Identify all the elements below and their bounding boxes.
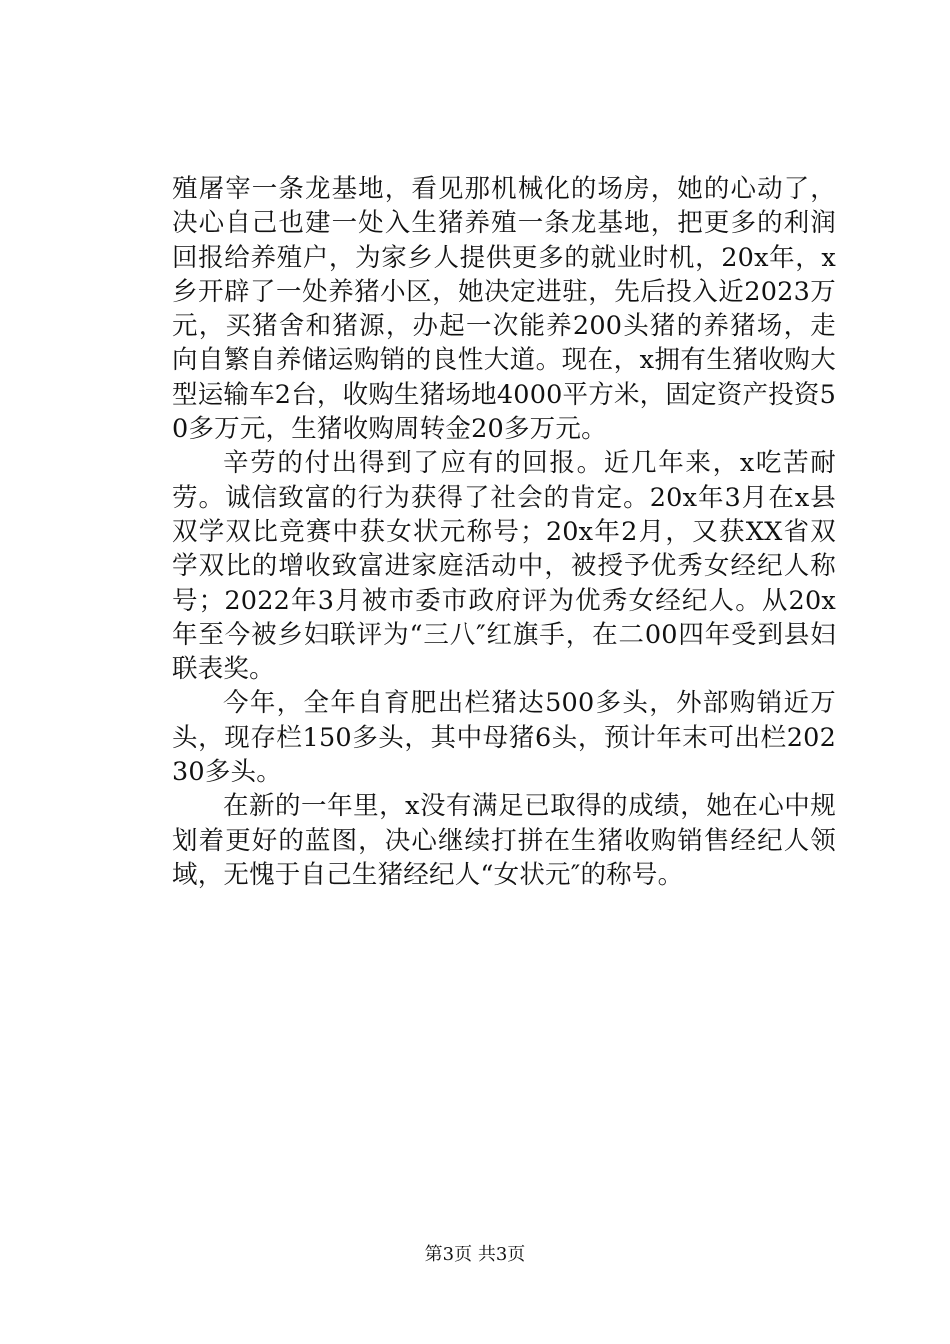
paragraph-3: 今年，全年自育肥出栏猪达500多头，外部购销近万头，现存栏150多头，其中母猪6头，预计年末可出栏20230多头。: [172, 688, 836, 788]
page-footer: [0, 1243, 950, 1267]
paragraph-4: 在新的一年里，x没有满足已取得的成绩，她在心中规划着更好的蓝图，决心继续打拼在生猪收购销售经纪人领域，无愧于自己生猪经纪人“女状元″的称号。: [172, 791, 836, 890]
paragraph-1: 殖屠宰一条龙基地，看见那机械化的场房，她的心动了，决心自己也建一处入生猪养殖一条龙基地，把更多的利润回报给养殖户，为家乡人提供更多的就业时机，20x年，x乡开辟了一处养猪小区，她决定进驻，先后投入近2023万元，买猪舍和猪源，办起一次能养200头猪的养猪场，走向自繁自养储运购销的良性大道。现在，x拥有生猪收购大型运输车2台，收购生猪场地4000平方米，固定资产投资50多万元，生猪收购周转金20多万元。: [172, 174, 836, 445]
document-body: [172, 172, 836, 892]
page-number-label: 第3页 共3页: [424, 1244, 526, 1265]
paragraph-2: 辛劳的付出得到了应有的回报。近几年来，x吃苦耐劳。诚信致富的行为获得了社会的肯定。20x年3月在x县双学双比竞赛中获女状元称号；20x年2月，又获XX省双学双比的增收致富进家庭活动中，被授予优秀女经纪人称号；2022年3月被市委市政府评为优秀女经纪人。从20x年至今被乡妇联评为“三八″红旗手，在二00四年受到县妇联表奖。: [172, 448, 836, 685]
